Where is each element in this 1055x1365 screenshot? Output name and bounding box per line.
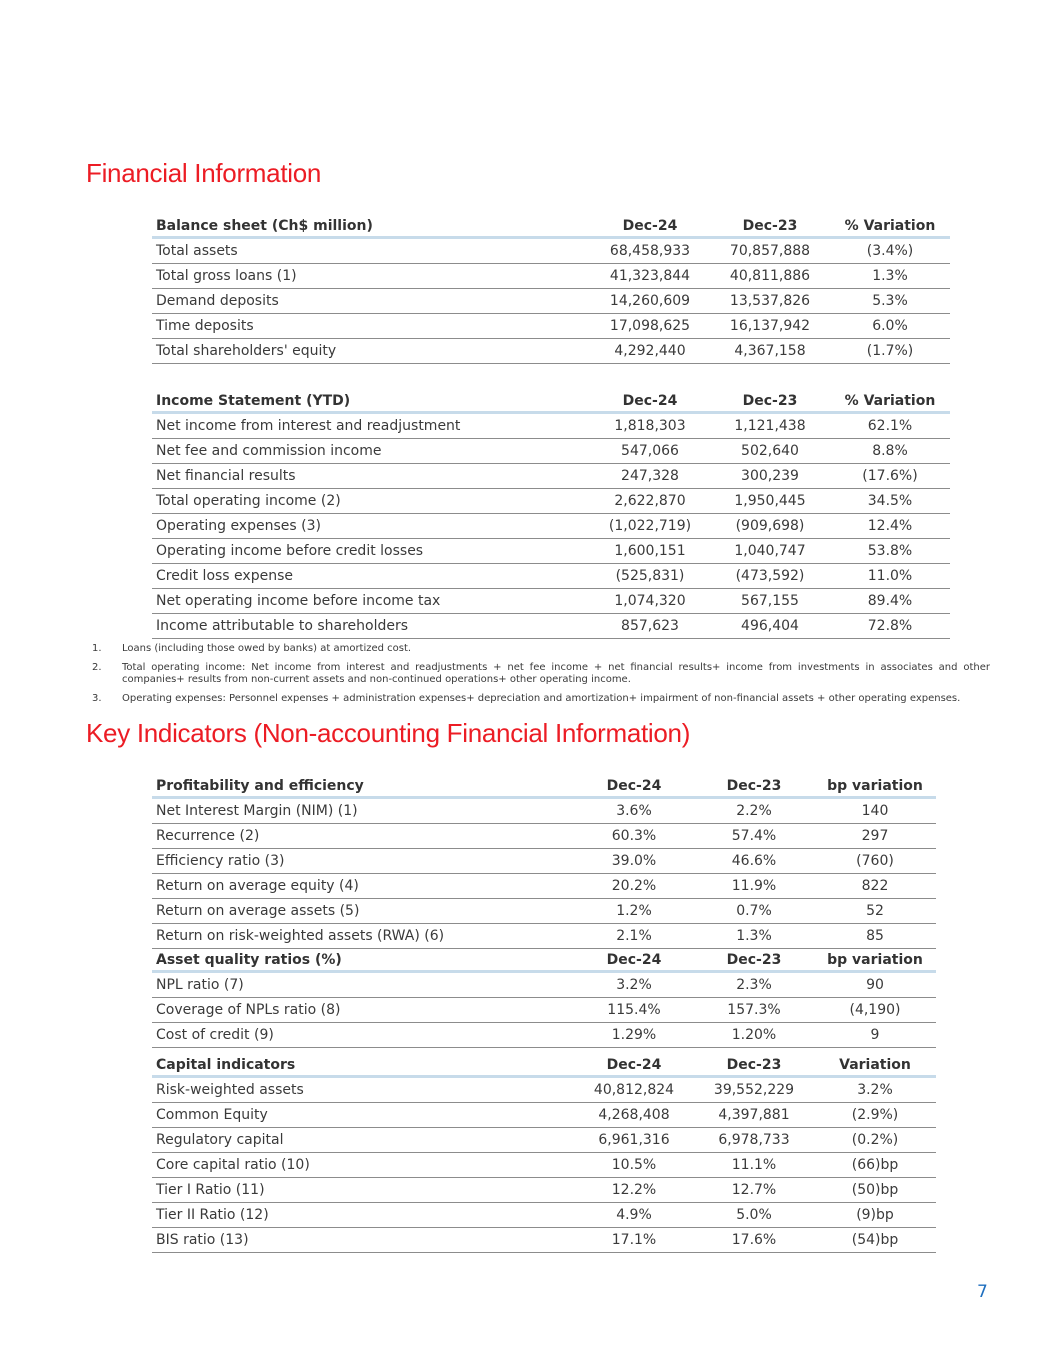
column-header: % Variation xyxy=(830,212,950,238)
cell-value: 822 xyxy=(814,874,936,899)
capital-indicators-table xyxy=(152,1051,936,1253)
row-label: Tier II Ratio (12) xyxy=(152,1203,574,1228)
table-row xyxy=(152,1128,936,1153)
table-row xyxy=(152,264,950,289)
column-header: Dec-23 xyxy=(694,772,814,798)
cell-value: 12.2% xyxy=(574,1178,694,1203)
table-row xyxy=(152,899,936,924)
cell-value: 9 xyxy=(814,1023,936,1048)
row-label: Efficiency ratio (3) xyxy=(152,849,574,874)
cell-value: 4,367,158 xyxy=(710,339,830,364)
cell-value: 3.6% xyxy=(574,798,694,824)
table-row xyxy=(152,924,936,949)
row-label: Total assets xyxy=(152,238,590,264)
column-header: Dec-24 xyxy=(574,772,694,798)
row-label: Return on average assets (5) xyxy=(152,899,574,924)
cell-value: 3.2% xyxy=(814,1077,936,1103)
cell-value: 6,978,733 xyxy=(694,1128,814,1153)
table-row xyxy=(152,1023,936,1048)
cell-value: 17.6% xyxy=(694,1228,814,1253)
row-label: Core capital ratio (10) xyxy=(152,1153,574,1178)
table-row xyxy=(152,514,950,539)
column-header: Capital indicators xyxy=(152,1051,574,1077)
row-label: Net fee and commission income xyxy=(152,439,590,464)
cell-value: 1.2% xyxy=(574,899,694,924)
cell-value: 2.2% xyxy=(694,798,814,824)
table-row xyxy=(152,564,950,589)
page-number: 7 xyxy=(977,1282,988,1302)
table-row xyxy=(152,798,936,824)
table-row xyxy=(152,489,950,514)
column-header: Dec-24 xyxy=(590,387,710,413)
column-header: Asset quality ratios (%) xyxy=(152,946,574,972)
table-row xyxy=(152,289,950,314)
row-label: Risk-weighted assets xyxy=(152,1077,574,1103)
table-row xyxy=(152,824,936,849)
column-header: bp variation xyxy=(814,772,936,798)
cell-value: 62.1% xyxy=(830,413,950,439)
table-row xyxy=(152,1228,936,1253)
cell-value: 297 xyxy=(814,824,936,849)
row-label: Regulatory capital xyxy=(152,1128,574,1153)
cell-value: (4,190) xyxy=(814,998,936,1023)
row-label: BIS ratio (13) xyxy=(152,1228,574,1253)
cell-value: (760) xyxy=(814,849,936,874)
cell-value: 14,260,609 xyxy=(590,289,710,314)
cell-value: (3.4%) xyxy=(830,238,950,264)
cell-value: 17,098,625 xyxy=(590,314,710,339)
profitability-table xyxy=(152,772,936,949)
balance-sheet-table xyxy=(152,212,950,364)
cell-value: 1,600,151 xyxy=(590,539,710,564)
cell-value: 1,074,320 xyxy=(590,589,710,614)
cell-value: (2.9%) xyxy=(814,1103,936,1128)
row-label: NPL ratio (7) xyxy=(152,972,574,998)
row-label: Tier I Ratio (11) xyxy=(152,1178,574,1203)
section-title-key-indicators: Key Indicators (Non-accounting Financial Information) xyxy=(86,718,691,748)
row-label: Operating income before credit losses xyxy=(152,539,590,564)
cell-value: (909,698) xyxy=(710,514,830,539)
cell-value: 496,404 xyxy=(710,614,830,639)
cell-value: (54)bp xyxy=(814,1228,936,1253)
column-header: Dec-23 xyxy=(710,387,830,413)
cell-value: 1,040,747 xyxy=(710,539,830,564)
cell-value: (66)bp xyxy=(814,1153,936,1178)
table-header-row xyxy=(152,1051,936,1077)
cell-value: 5.0% xyxy=(694,1203,814,1228)
cell-value: 11.1% xyxy=(694,1153,814,1178)
cell-value: 12.4% xyxy=(830,514,950,539)
table-row xyxy=(152,1077,936,1103)
cell-value: 502,640 xyxy=(710,439,830,464)
column-header: Dec-23 xyxy=(710,212,830,238)
cell-value: 11.0% xyxy=(830,564,950,589)
cell-value: 0.7% xyxy=(694,899,814,924)
cell-value: (473,592) xyxy=(710,564,830,589)
row-label: Net income from interest and readjustment xyxy=(152,413,590,439)
row-label: Income attributable to shareholders xyxy=(152,614,590,639)
cell-value: (17.6%) xyxy=(830,464,950,489)
cell-value: 567,155 xyxy=(710,589,830,614)
column-header: Variation xyxy=(814,1051,936,1077)
row-label: Coverage of NPLs ratio (8) xyxy=(152,998,574,1023)
cell-value: 1,950,445 xyxy=(710,489,830,514)
cell-value: 39.0% xyxy=(574,849,694,874)
row-label: Demand deposits xyxy=(152,289,590,314)
footnote-2: 2. Total operating income: Net income from interest and readjustments + net fee income + net financial results+ income from investments in associates and other companies+ results from non-current assets and non-continued operations+ other operating income. xyxy=(92,662,990,685)
cell-value: 6,961,316 xyxy=(574,1128,694,1153)
cell-value: 57.4% xyxy=(694,824,814,849)
row-label: Net Interest Margin (NIM) (1) xyxy=(152,798,574,824)
cell-value: 1.29% xyxy=(574,1023,694,1048)
cell-value: 1.3% xyxy=(830,264,950,289)
row-label: Credit loss expense xyxy=(152,564,590,589)
cell-value: 68,458,933 xyxy=(590,238,710,264)
table-row xyxy=(152,998,936,1023)
row-label: Recurrence (2) xyxy=(152,824,574,849)
row-label: Total shareholders' equity xyxy=(152,339,590,364)
cell-value: 41,323,844 xyxy=(590,264,710,289)
cell-value: (1,022,719) xyxy=(590,514,710,539)
cell-value: 89.4% xyxy=(830,589,950,614)
cell-value: 13,537,826 xyxy=(710,289,830,314)
column-header: bp variation xyxy=(814,946,936,972)
cell-value: 115.4% xyxy=(574,998,694,1023)
row-label: Net financial results xyxy=(152,464,590,489)
cell-value: 17.1% xyxy=(574,1228,694,1253)
cell-value: 72.8% xyxy=(830,614,950,639)
cell-value: 1,121,438 xyxy=(710,413,830,439)
section-title-financial-information: Financial Information xyxy=(86,158,322,188)
cell-value: 39,552,229 xyxy=(694,1077,814,1103)
column-header: Dec-23 xyxy=(694,1051,814,1077)
row-label: Cost of credit (9) xyxy=(152,1023,574,1048)
cell-value: (9)bp xyxy=(814,1203,936,1228)
cell-value: 40,811,886 xyxy=(710,264,830,289)
row-label: Total operating income (2) xyxy=(152,489,590,514)
table-row xyxy=(152,238,950,264)
cell-value: 2.1% xyxy=(574,924,694,949)
table-row xyxy=(152,972,936,998)
footnote-1: 1. Loans (including those owed by banks) at amortized cost. xyxy=(92,643,412,654)
column-header: Income Statement (YTD) xyxy=(152,387,590,413)
asset-quality-table xyxy=(152,946,936,1048)
table-header-row xyxy=(152,212,950,238)
cell-value: 2.3% xyxy=(694,972,814,998)
table-header-row xyxy=(152,772,936,798)
cell-value: 12.7% xyxy=(694,1178,814,1203)
cell-value: 20.2% xyxy=(574,874,694,899)
table-row xyxy=(152,464,950,489)
table-row xyxy=(152,539,950,564)
table-row xyxy=(152,1103,936,1128)
cell-value: 857,623 xyxy=(590,614,710,639)
table-row xyxy=(152,439,950,464)
cell-value: 2,622,870 xyxy=(590,489,710,514)
cell-value: (1.7%) xyxy=(830,339,950,364)
table-row xyxy=(152,849,936,874)
cell-value: 16,137,942 xyxy=(710,314,830,339)
column-header: Balance sheet (Ch$ million) xyxy=(152,212,590,238)
table-header-row xyxy=(152,387,950,413)
row-label: Common Equity xyxy=(152,1103,574,1128)
cell-value: 1.3% xyxy=(694,924,814,949)
row-label: Return on risk-weighted assets (RWA) (6) xyxy=(152,924,574,949)
cell-value: 300,239 xyxy=(710,464,830,489)
column-header: Profitability and efficiency xyxy=(152,772,574,798)
cell-value: 547,066 xyxy=(590,439,710,464)
cell-value: 1,818,303 xyxy=(590,413,710,439)
cell-value: 70,857,888 xyxy=(710,238,830,264)
row-label: Return on average equity (4) xyxy=(152,874,574,899)
cell-value: 4,268,408 xyxy=(574,1103,694,1128)
table-row xyxy=(152,413,950,439)
table-row xyxy=(152,589,950,614)
row-label: Net operating income before income tax xyxy=(152,589,590,614)
cell-value: (50)bp xyxy=(814,1178,936,1203)
cell-value: 85 xyxy=(814,924,936,949)
footnote-3: 3. Operating expenses: Personnel expenses + administration expenses+ depreciation and amortization+ impairment of non-financial assets + other operating expenses. xyxy=(92,693,961,704)
column-header: Dec-24 xyxy=(574,1051,694,1077)
income-statement-table xyxy=(152,387,950,639)
cell-value: 140 xyxy=(814,798,936,824)
cell-value: 1.20% xyxy=(694,1023,814,1048)
cell-value: 11.9% xyxy=(694,874,814,899)
table-header-row xyxy=(152,946,936,972)
cell-value: 4.9% xyxy=(574,1203,694,1228)
row-label: Total gross loans (1) xyxy=(152,264,590,289)
cell-value: 53.8% xyxy=(830,539,950,564)
column-header: Dec-23 xyxy=(694,946,814,972)
cell-value: 247,328 xyxy=(590,464,710,489)
table-row xyxy=(152,314,950,339)
cell-value: 157.3% xyxy=(694,998,814,1023)
table-row xyxy=(152,1153,936,1178)
cell-value: 4,292,440 xyxy=(590,339,710,364)
table-row xyxy=(152,1178,936,1203)
table-row xyxy=(152,339,950,364)
cell-value: (525,831) xyxy=(590,564,710,589)
cell-value: 5.3% xyxy=(830,289,950,314)
cell-value: 3.2% xyxy=(574,972,694,998)
column-header: Dec-24 xyxy=(574,946,694,972)
cell-value: 52 xyxy=(814,899,936,924)
table-row xyxy=(152,614,950,639)
row-label: Time deposits xyxy=(152,314,590,339)
table-row xyxy=(152,874,936,899)
cell-value: 6.0% xyxy=(830,314,950,339)
row-label: Operating expenses (3) xyxy=(152,514,590,539)
cell-value: 8.8% xyxy=(830,439,950,464)
cell-value: 34.5% xyxy=(830,489,950,514)
cell-value: 4,397,881 xyxy=(694,1103,814,1128)
cell-value: 46.6% xyxy=(694,849,814,874)
table-row xyxy=(152,1203,936,1228)
column-header: Dec-24 xyxy=(590,212,710,238)
cell-value: 40,812,824 xyxy=(574,1077,694,1103)
cell-value: 90 xyxy=(814,972,936,998)
cell-value: 60.3% xyxy=(574,824,694,849)
cell-value: 10.5% xyxy=(574,1153,694,1178)
cell-value: (0.2%) xyxy=(814,1128,936,1153)
column-header: % Variation xyxy=(830,387,950,413)
